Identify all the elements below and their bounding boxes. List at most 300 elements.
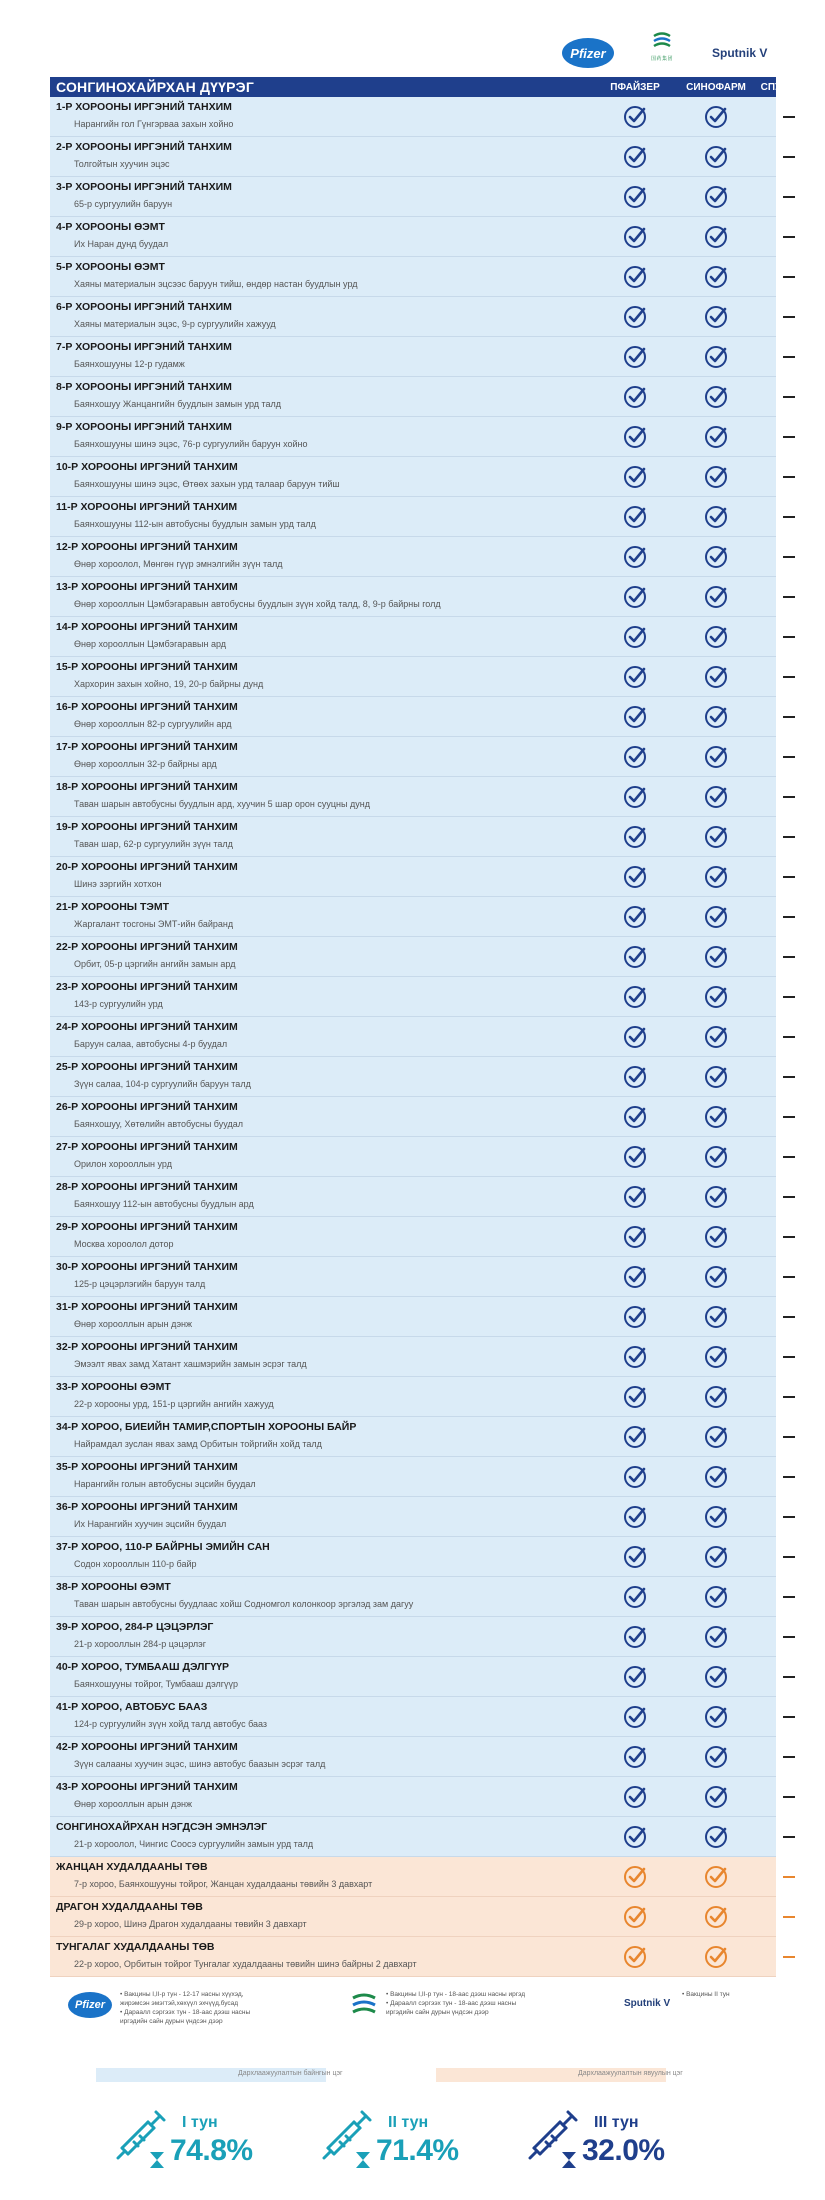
sputnik-availability bbox=[740, 697, 825, 736]
mobile-site-label: Дархлаажуулалтын явуулын цэг bbox=[578, 2070, 683, 2077]
check-circle-icon bbox=[704, 745, 728, 769]
sputnik-availability bbox=[740, 137, 825, 176]
dash-icon bbox=[783, 996, 795, 998]
check-circle-icon bbox=[623, 625, 647, 649]
sputnik-availability bbox=[740, 1777, 825, 1816]
check-circle-icon bbox=[623, 225, 647, 249]
sputnik-availability bbox=[740, 497, 825, 536]
check-circle-icon bbox=[623, 665, 647, 689]
sputnik-availability bbox=[740, 1137, 825, 1176]
check-circle-icon bbox=[623, 505, 647, 529]
dash-icon bbox=[783, 1236, 795, 1238]
sputnik-availability bbox=[740, 977, 825, 1016]
site-name: 35-Р ХОРООНЫ ИРГЭНИЙ ТАНХИМ bbox=[56, 1461, 238, 1473]
sputnik-availability bbox=[740, 937, 825, 976]
check-circle-icon bbox=[623, 1585, 647, 1609]
check-circle-icon bbox=[623, 185, 647, 209]
site-address: Хаяны материалын эцсээс баруун тийш, өндөр настан буудлын урд bbox=[74, 279, 358, 289]
table-row bbox=[50, 537, 776, 577]
site-address: Өнөр хорооллын арын дэнж bbox=[74, 1319, 193, 1329]
sputnik-availability bbox=[740, 1377, 825, 1416]
dash-icon bbox=[783, 1836, 795, 1838]
table-row bbox=[50, 1057, 776, 1097]
site-name: 20-Р ХОРООНЫ ИРГЭНИЙ ТАНХИМ bbox=[56, 861, 238, 873]
dash-icon bbox=[783, 1596, 795, 1598]
sputnik-availability bbox=[740, 1577, 825, 1616]
site-address: Баянхошуу Жанцангийн буудлын замын урд талд bbox=[74, 399, 282, 409]
site-address: Баянхошууны шинэ эцэс, Өтөөх захын урд талаар баруун тийш bbox=[74, 479, 340, 489]
site-name: 4-Р ХОРООНЫ ӨЭМТ bbox=[56, 221, 165, 233]
sinopharm-mark-icon bbox=[651, 30, 673, 52]
pfizer-logo: Pfizer bbox=[562, 38, 614, 68]
check-circle-icon bbox=[623, 1665, 647, 1689]
site-name: 23-Р ХОРООНЫ ИРГЭНИЙ ТАНХИМ bbox=[56, 981, 238, 993]
sputnik-availability bbox=[740, 257, 825, 296]
check-circle-icon bbox=[623, 345, 647, 369]
table-row bbox=[50, 257, 776, 297]
site-address: Хаяны материалын эцэс, 9-р сургуулийн хажууд bbox=[74, 319, 276, 329]
sputnik-logo: Sputnik V bbox=[712, 46, 768, 60]
table-row bbox=[50, 1137, 776, 1177]
vaccine-logos bbox=[550, 30, 780, 74]
dash-icon bbox=[783, 1476, 795, 1478]
check-circle-icon bbox=[704, 145, 728, 169]
site-address: 124-р сургуулийн зүүн хойд талд автобус бааз bbox=[74, 1719, 268, 1729]
site-address: Нарангийн голын автобусны эцсийн буудал bbox=[74, 1479, 256, 1489]
table-row bbox=[50, 897, 776, 937]
check-circle-icon bbox=[704, 1185, 728, 1209]
check-circle-icon bbox=[623, 1105, 647, 1129]
table-row bbox=[50, 577, 776, 617]
dash-icon bbox=[783, 476, 795, 478]
site-address: Баянхошууны 112-ын автобусны буудлын замын урд талд bbox=[74, 519, 316, 529]
site-name: 36-Р ХОРООНЫ ИРГЭНИЙ ТАНХИМ bbox=[56, 1501, 238, 1513]
check-circle-icon bbox=[704, 185, 728, 209]
site-name: 37-Р ХОРОО, 110-Р БАЙРНЫ ЭМИЙН САН bbox=[56, 1541, 270, 1553]
check-circle-icon bbox=[704, 585, 728, 609]
check-circle-icon bbox=[704, 465, 728, 489]
dash-icon bbox=[783, 1396, 795, 1398]
site-name: ЖАНЦАН ХУДАЛДААНЫ ТӨВ bbox=[56, 1861, 208, 1873]
site-address: Баянхошууны тойрог, Тумбааш дэлгүүр bbox=[74, 1679, 239, 1689]
sputnik-availability bbox=[740, 1017, 825, 1056]
site-address: Таван шарын автобусны буудлын ард, хуучин 5 шар орон сууцны дунд bbox=[74, 799, 370, 809]
dash-icon bbox=[783, 1356, 795, 1358]
table-row bbox=[50, 297, 776, 337]
table-row bbox=[50, 337, 776, 377]
check-circle-icon bbox=[704, 905, 728, 929]
check-circle-icon bbox=[704, 1305, 728, 1329]
check-circle-icon bbox=[623, 305, 647, 329]
legend-line: иргэдийн сайн дурын үндсэн дээр bbox=[386, 2009, 489, 2016]
site-name: 6-Р ХОРООНЫ ИРГЭНИЙ ТАНХИМ bbox=[56, 301, 232, 313]
table-row bbox=[50, 1457, 776, 1497]
table-row bbox=[50, 1777, 776, 1817]
check-circle-icon bbox=[623, 265, 647, 289]
dash-icon bbox=[783, 1316, 795, 1318]
table-row bbox=[50, 1497, 776, 1537]
permanent-site-label: Дархлаажуулалтын байнгын цэг bbox=[238, 2070, 343, 2077]
dash-icon bbox=[783, 1636, 795, 1638]
sputnik-availability bbox=[740, 857, 825, 896]
dose-1-label: I тун bbox=[182, 2114, 218, 2131]
check-circle-icon bbox=[623, 1065, 647, 1089]
sputnik-availability bbox=[740, 1817, 825, 1856]
check-circle-icon bbox=[623, 1345, 647, 1369]
table-row bbox=[50, 1737, 776, 1777]
site-name: ДРАГОН ХУДАЛДААНЫ ТӨВ bbox=[56, 1901, 203, 1913]
sputnik-availability bbox=[740, 1177, 825, 1216]
dash-icon bbox=[783, 1756, 795, 1758]
site-address: 29-р хороо, Шинэ Драгон худалдааны төвийн 3 давхарт bbox=[74, 1919, 307, 1929]
table-row bbox=[50, 1337, 776, 1377]
site-address: Зүүн салааны хуучин эцэс, шинэ автобус баазын эсрэг талд bbox=[74, 1759, 326, 1769]
table-row bbox=[50, 697, 776, 737]
table-row bbox=[50, 817, 776, 857]
check-circle-icon bbox=[623, 1145, 647, 1169]
site-name: 13-Р ХОРООНЫ ИРГЭНИЙ ТАНХИМ bbox=[56, 581, 238, 593]
sputnik-availability bbox=[740, 737, 825, 776]
dash-icon bbox=[783, 236, 795, 238]
site-name: 39-Р ХОРОО, 284-Р ЦЭЦЭРЛЭГ bbox=[56, 1621, 214, 1633]
table-row bbox=[50, 1577, 776, 1617]
site-address: Таван шар, 62-р сургуулийн зүүн талд bbox=[74, 839, 233, 849]
dash-icon bbox=[783, 596, 795, 598]
check-circle-icon bbox=[704, 1665, 728, 1689]
check-circle-icon bbox=[704, 1905, 728, 1929]
sputnik-availability bbox=[740, 1257, 825, 1296]
site-name: 31-Р ХОРООНЫ ИРГЭНИЙ ТАНХИМ bbox=[56, 1301, 238, 1313]
district-title: СОНГИНОХАЙРХАН ДҮҮРЭГ bbox=[56, 79, 254, 95]
site-address: Толгойтын хуучин эцэс bbox=[74, 159, 170, 169]
check-circle-icon bbox=[704, 865, 728, 889]
site-name: 7-Р ХОРООНЫ ИРГЭНИЙ ТАНХИМ bbox=[56, 341, 232, 353]
sputnik-availability bbox=[740, 1737, 825, 1776]
check-circle-icon bbox=[704, 1825, 728, 1849]
site-address: Таван шарын автобусны буудлаас хойш Содномгол колонкоор эргэлэд зам дагуу bbox=[74, 1599, 414, 1609]
site-name: 21-Р ХОРООНЫ ТЭМТ bbox=[56, 901, 170, 913]
sputnik-availability bbox=[740, 577, 825, 616]
check-circle-icon bbox=[704, 1865, 728, 1889]
site-name: 2-Р ХОРООНЫ ИРГЭНИЙ ТАНХИМ bbox=[56, 141, 232, 153]
site-type-legend bbox=[96, 2068, 696, 2082]
dash-icon bbox=[783, 356, 795, 358]
legend-pfizer-logo: Pfizer bbox=[68, 1992, 112, 2018]
sputnik-availability bbox=[740, 897, 825, 936]
site-name: 9-Р ХОРООНЫ ИРГЭНИЙ ТАНХИМ bbox=[56, 421, 232, 433]
sputnik-availability bbox=[740, 1657, 825, 1696]
sputnik-availability bbox=[740, 1857, 825, 1896]
site-address: Баянхошуу, Хөтөлийн автобусны буудал bbox=[74, 1119, 243, 1129]
sputnik-availability bbox=[740, 217, 825, 256]
site-name: 3-Р ХОРООНЫ ИРГЭНИЙ ТАНХИМ bbox=[56, 181, 232, 193]
dash-icon bbox=[783, 1036, 795, 1038]
site-address: Их Наран дунд буудал bbox=[74, 239, 169, 249]
check-circle-icon bbox=[623, 1705, 647, 1729]
check-circle-icon bbox=[623, 1265, 647, 1289]
site-name: 42-Р ХОРООНЫ ИРГЭНИЙ ТАНХИМ bbox=[56, 1741, 238, 1753]
site-name: 12-Р ХОРООНЫ ИРГЭНИЙ ТАНХИМ bbox=[56, 541, 238, 553]
sputnik-availability bbox=[740, 1537, 825, 1576]
dash-icon bbox=[783, 316, 795, 318]
site-address: 65-р сургуулийн баруун bbox=[74, 199, 173, 209]
site-address: Баруун салаа, автобусны 4-р буудал bbox=[74, 1039, 228, 1049]
table-row bbox=[50, 97, 776, 137]
table-row bbox=[50, 137, 776, 177]
check-circle-icon bbox=[704, 1745, 728, 1769]
legend-line: иргэдийн сайн дурын үндсэн дээр bbox=[120, 2018, 223, 2025]
check-circle-icon bbox=[704, 385, 728, 409]
check-circle-icon bbox=[623, 865, 647, 889]
dose-3-value: 32.0% bbox=[582, 2134, 665, 2167]
check-circle-icon bbox=[623, 1825, 647, 1849]
site-address: Баянхошууны 12-р гудамж bbox=[74, 359, 185, 369]
site-name: 18-Р ХОРООНЫ ИРГЭНИЙ ТАНХИМ bbox=[56, 781, 238, 793]
check-circle-icon bbox=[704, 1105, 728, 1129]
dose-1-value: 74.8% bbox=[170, 2134, 253, 2167]
dash-icon bbox=[783, 1876, 795, 1878]
dash-icon bbox=[783, 876, 795, 878]
dash-icon bbox=[783, 1916, 795, 1918]
site-address: Өнөр хорооллын 32-р байрны ард bbox=[74, 759, 217, 769]
check-circle-icon bbox=[623, 1185, 647, 1209]
check-circle-icon bbox=[623, 1385, 647, 1409]
check-circle-icon bbox=[704, 105, 728, 129]
dose-statistics bbox=[100, 2100, 740, 2180]
check-circle-icon bbox=[704, 1265, 728, 1289]
table-row bbox=[50, 177, 776, 217]
table-row bbox=[50, 1257, 776, 1297]
table-row bbox=[50, 977, 776, 1017]
check-circle-icon bbox=[704, 225, 728, 249]
site-address: Нарангийн гол Гүнгэрваа захын хойно bbox=[74, 119, 234, 129]
table-row bbox=[50, 617, 776, 657]
sputnik-availability bbox=[740, 337, 825, 376]
check-circle-icon bbox=[623, 985, 647, 1009]
site-address: Найрамдал зуслан явах замд Орбитын тойргийн хойд талд bbox=[74, 1439, 322, 1449]
site-address: Өнөр хорооллын Цэмбэгаравын ард bbox=[74, 639, 227, 649]
site-address: Баянхошуу 112-ын автобусны буудлын ард bbox=[74, 1199, 254, 1209]
sputnik-availability bbox=[740, 1337, 825, 1376]
table-row bbox=[50, 497, 776, 537]
site-address: Өнөр хороолол, Мөнгөн гүүр эмнэлгийн зүүн талд bbox=[74, 559, 283, 569]
check-circle-icon bbox=[704, 265, 728, 289]
site-address: Орилон хорооллын урд bbox=[74, 1159, 172, 1169]
sputnik-availability bbox=[740, 537, 825, 576]
dash-icon bbox=[783, 796, 795, 798]
check-circle-icon bbox=[704, 785, 728, 809]
legend-line: • Вакцины II тун bbox=[682, 1991, 730, 1998]
site-address: Жаргалант тосгоны ЭМТ-ийн байранд bbox=[74, 919, 234, 929]
site-name: 8-Р ХОРООНЫ ИРГЭНИЙ ТАНХИМ bbox=[56, 381, 232, 393]
check-circle-icon bbox=[704, 1065, 728, 1089]
dash-icon bbox=[783, 1436, 795, 1438]
table-row bbox=[50, 1017, 776, 1057]
check-circle-icon bbox=[704, 305, 728, 329]
dash-icon bbox=[783, 676, 795, 678]
site-address: Эмээлт явах замд Хатант хашмэрийн замын эсрэг талд bbox=[74, 1359, 307, 1369]
site-name: 5-Р ХОРООНЫ ӨЭМТ bbox=[56, 261, 165, 273]
dash-icon bbox=[783, 516, 795, 518]
dose-3-label: III тун bbox=[594, 2114, 639, 2131]
check-circle-icon bbox=[704, 825, 728, 849]
dash-icon bbox=[783, 716, 795, 718]
table-row bbox=[50, 1217, 776, 1257]
dose-2-value: 71.4% bbox=[376, 2134, 459, 2167]
site-name: 40-Р ХОРОО, ТУМБААШ ДЭЛГҮҮР bbox=[56, 1661, 230, 1673]
legend-sputnik-logo: Sputnik V bbox=[624, 1998, 671, 2009]
check-circle-icon bbox=[704, 705, 728, 729]
sputnik-availability bbox=[740, 1617, 825, 1656]
sputnik-availability bbox=[740, 1937, 825, 1976]
check-circle-icon bbox=[623, 465, 647, 489]
table-row bbox=[50, 1897, 776, 1937]
syringe-icon bbox=[526, 2108, 586, 2172]
check-circle-icon bbox=[704, 1225, 728, 1249]
site-address: Өнөр хорооллын Цэмбэгаравын автобусны буудлын зүүн хойд талд, 8, 9-р байрны голд bbox=[74, 599, 441, 609]
sputnik-availability bbox=[740, 1097, 825, 1136]
sputnik-availability bbox=[740, 1057, 825, 1096]
sputnik-availability bbox=[740, 1697, 825, 1736]
syringe-icon bbox=[114, 2108, 174, 2172]
site-address: Шинэ зэргийн хотхон bbox=[74, 879, 162, 889]
column-sinopharm: СИНОФАРМ bbox=[686, 81, 746, 93]
check-circle-icon bbox=[623, 825, 647, 849]
table-row bbox=[50, 1177, 776, 1217]
check-circle-icon bbox=[623, 705, 647, 729]
legend-line: жирэмсэн эмэгтэй,хөхүүл эхчүүд,бусад bbox=[120, 2000, 239, 2007]
vaccination-sites-table bbox=[50, 77, 818, 1977]
dose-1-stat bbox=[114, 2100, 314, 2180]
legend-line: • Дараалл сэргээх тун - 18-аас дээш насны bbox=[386, 2000, 517, 2007]
check-circle-icon bbox=[623, 425, 647, 449]
check-circle-icon bbox=[623, 945, 647, 969]
check-circle-icon bbox=[623, 1745, 647, 1769]
table-row bbox=[50, 457, 776, 497]
table-row bbox=[50, 1097, 776, 1137]
check-circle-icon bbox=[704, 625, 728, 649]
table-row bbox=[50, 857, 776, 897]
check-circle-icon bbox=[704, 345, 728, 369]
dash-icon bbox=[783, 1276, 795, 1278]
table-row bbox=[50, 777, 776, 817]
site-name: 22-Р ХОРООНЫ ИРГЭНИЙ ТАНХИМ bbox=[56, 941, 238, 953]
sputnik-availability bbox=[740, 297, 825, 336]
dash-icon bbox=[783, 1956, 795, 1958]
dash-icon bbox=[783, 836, 795, 838]
site-name: 16-Р ХОРООНЫ ИРГЭНИЙ ТАНХИМ bbox=[56, 701, 238, 713]
site-name: 27-Р ХОРООНЫ ИРГЭНИЙ ТАНХИМ bbox=[56, 1141, 238, 1153]
site-address: Зүүн салаа, 104-р сургуулийн баруун талд bbox=[74, 1079, 251, 1089]
check-circle-icon bbox=[623, 1465, 647, 1489]
check-circle-icon bbox=[623, 1865, 647, 1889]
legend-pfizer-text bbox=[120, 1990, 250, 2026]
site-address: 7-р хороо, Баянхошууны тойрог, Жанцан худалдааны төвийн 3 давхарт bbox=[74, 1879, 373, 1889]
table-row bbox=[50, 1817, 776, 1857]
site-name: 43-Р ХОРООНЫ ИРГЭНИЙ ТАНХИМ bbox=[56, 1781, 238, 1793]
dash-icon bbox=[783, 1076, 795, 1078]
check-circle-icon bbox=[704, 1585, 728, 1609]
dash-icon bbox=[783, 756, 795, 758]
sputnik-availability bbox=[740, 817, 825, 856]
syringe-icon bbox=[320, 2108, 380, 2172]
dash-icon bbox=[783, 1516, 795, 1518]
site-name: 19-Р ХОРООНЫ ИРГЭНИЙ ТАНХИМ bbox=[56, 821, 238, 833]
sputnik-availability bbox=[740, 1497, 825, 1536]
table-row bbox=[50, 217, 776, 257]
sputnik-availability bbox=[740, 1217, 825, 1256]
table-header bbox=[50, 77, 818, 97]
check-circle-icon bbox=[704, 1545, 728, 1569]
dash-icon bbox=[783, 1116, 795, 1118]
site-address: Өнөр хорооллын 82-р сургуулийн ард bbox=[74, 719, 232, 729]
dash-icon bbox=[783, 1556, 795, 1558]
table-row bbox=[50, 1657, 776, 1697]
sinopharm-logo bbox=[642, 30, 682, 74]
table-row bbox=[50, 1857, 776, 1897]
check-circle-icon bbox=[623, 385, 647, 409]
check-circle-icon bbox=[704, 1625, 728, 1649]
check-circle-icon bbox=[704, 505, 728, 529]
site-name: 11-Р ХОРООНЫ ИРГЭНИЙ ТАНХИМ bbox=[56, 501, 238, 513]
site-address: Москва хороолол дотор bbox=[74, 1239, 174, 1249]
site-address: 22-р хороо, Орбитын тойрог Тунгалаг худалдааны төвийн шинэ байрны 2 давхарт bbox=[74, 1959, 417, 1969]
check-circle-icon bbox=[704, 545, 728, 569]
sputnik-availability bbox=[740, 377, 825, 416]
site-name: 25-Р ХОРООНЫ ИРГЭНИЙ ТАНХИМ bbox=[56, 1061, 238, 1073]
sputnik-availability bbox=[740, 1297, 825, 1336]
check-circle-icon bbox=[704, 1945, 728, 1969]
check-circle-icon bbox=[704, 1505, 728, 1529]
sputnik-availability bbox=[740, 1457, 825, 1496]
site-name: 1-Р ХОРООНЫ ИРГЭНИЙ ТАНХИМ bbox=[56, 101, 232, 113]
site-name: 30-Р ХОРООНЫ ИРГЭНИЙ ТАНХИМ bbox=[56, 1261, 238, 1273]
dash-icon bbox=[783, 396, 795, 398]
check-circle-icon bbox=[704, 1465, 728, 1489]
dash-icon bbox=[783, 436, 795, 438]
dash-icon bbox=[783, 1716, 795, 1718]
check-circle-icon bbox=[704, 1145, 728, 1169]
check-circle-icon bbox=[623, 745, 647, 769]
site-name: 10-Р ХОРООНЫ ИРГЭНИЙ ТАНХИМ bbox=[56, 461, 238, 473]
dash-icon bbox=[783, 956, 795, 958]
site-address: 21-р хороолол, Чингис Соосэ сургуулийн замын урд талд bbox=[74, 1839, 314, 1849]
sputnik-availability bbox=[740, 777, 825, 816]
legend-line: • Вакцины I,II-р тун - 18-аас дээш насны иргэд bbox=[386, 1991, 526, 1998]
site-name: 38-Р ХОРООНЫ ӨЭМТ bbox=[56, 1581, 171, 1593]
check-circle-icon bbox=[623, 1905, 647, 1929]
check-circle-icon bbox=[623, 1305, 647, 1329]
table-body bbox=[50, 97, 776, 1977]
dash-icon bbox=[783, 1796, 795, 1798]
table-row bbox=[50, 377, 776, 417]
check-circle-icon bbox=[704, 1345, 728, 1369]
table-row bbox=[50, 937, 776, 977]
table-row bbox=[50, 1937, 776, 1977]
legend-sinopharm-icon bbox=[350, 1990, 378, 2022]
sputnik-availability bbox=[740, 457, 825, 496]
site-name: 33-Р ХОРООНЫ ӨЭМТ bbox=[56, 1381, 171, 1393]
site-name: 17-Р ХОРООНЫ ИРГЭНИЙ ТАНХИМ bbox=[56, 741, 238, 753]
check-circle-icon bbox=[704, 1385, 728, 1409]
dash-icon bbox=[783, 916, 795, 918]
check-circle-icon bbox=[704, 1025, 728, 1049]
dose-2-label: II тун bbox=[388, 2114, 429, 2131]
check-circle-icon bbox=[704, 1705, 728, 1729]
dose-2-stat bbox=[320, 2100, 520, 2180]
dash-icon bbox=[783, 1676, 795, 1678]
check-circle-icon bbox=[704, 945, 728, 969]
